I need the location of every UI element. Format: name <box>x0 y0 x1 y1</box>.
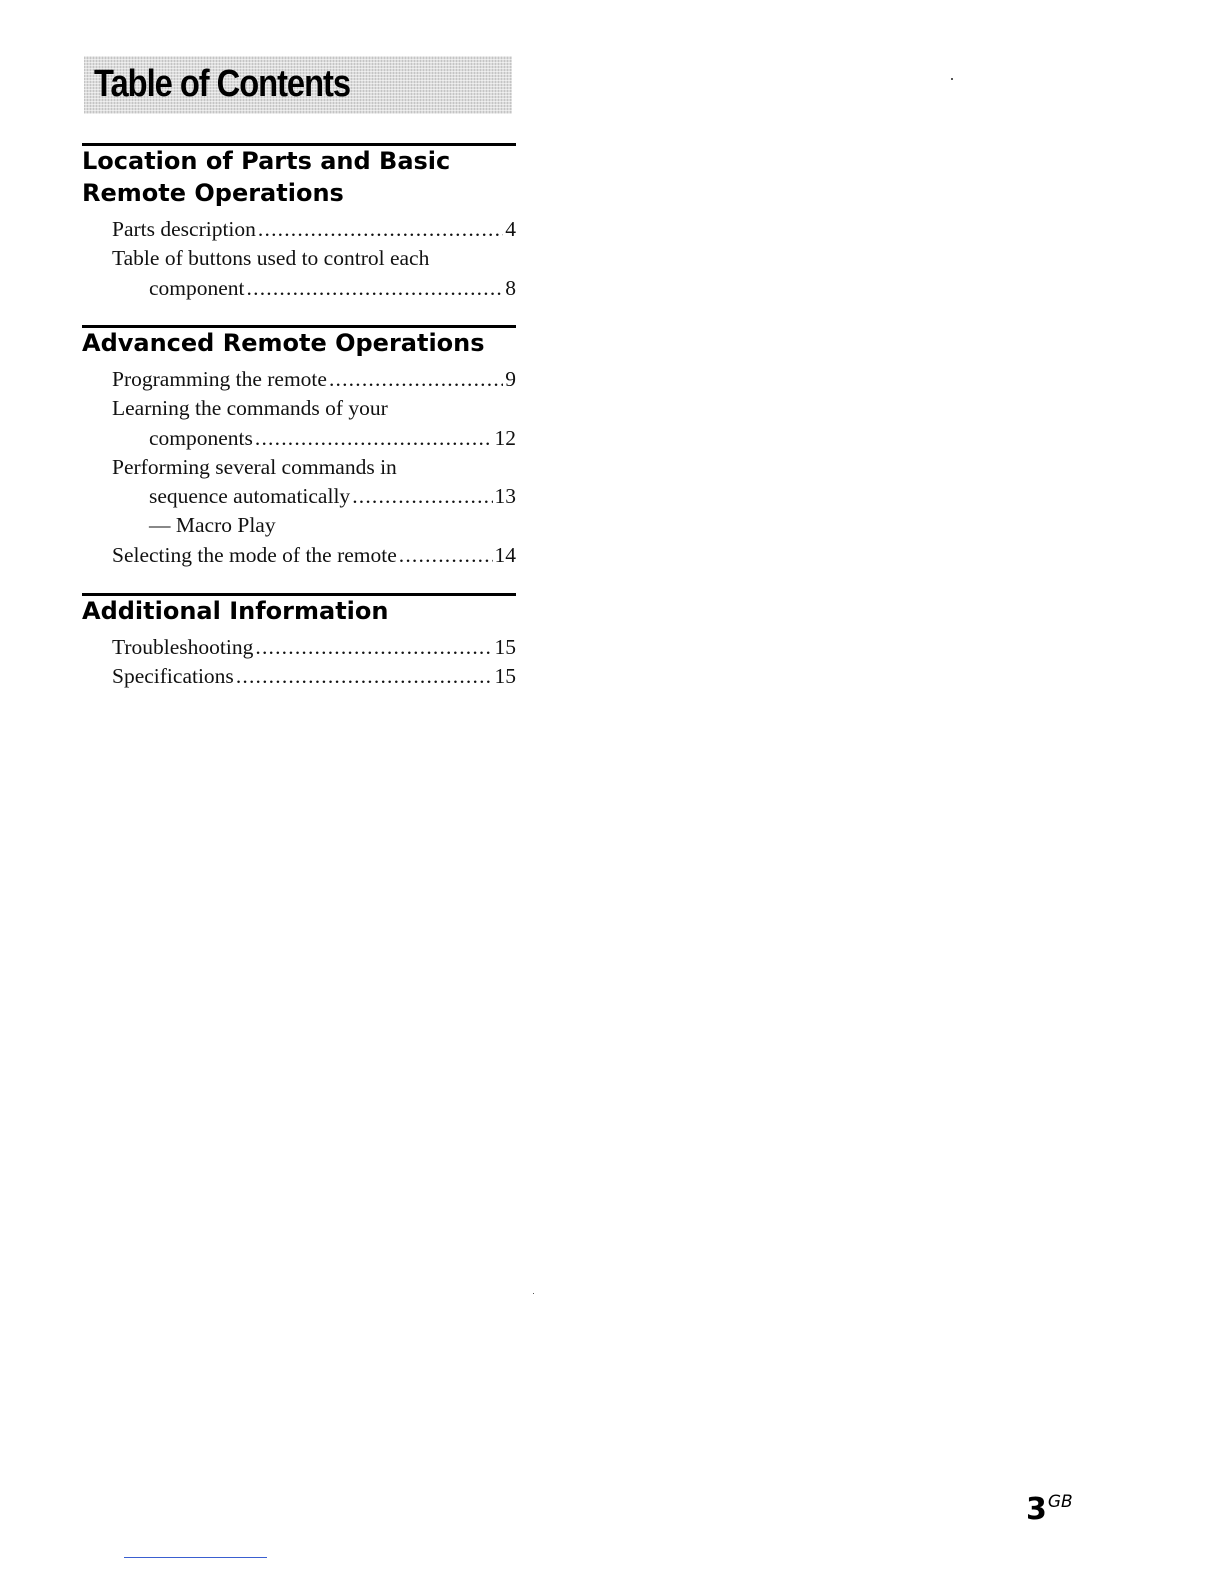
toc-page-number: 15 <box>494 664 516 689</box>
section-heading-line: Additional Information <box>82 597 389 625</box>
toc-entry-text: Table of buttons used to control each <box>112 246 430 271</box>
scan-speck <box>951 78 953 80</box>
section-heading <box>82 145 516 209</box>
scan-speck <box>533 1293 534 1294</box>
section-advanced-remote-operations <box>82 327 516 570</box>
toc-page-number: 13 <box>494 484 516 509</box>
toc-entry-buttons-table[interactable] <box>82 244 516 273</box>
toc-entry-selecting-mode[interactable] <box>82 541 516 570</box>
leader-dots <box>258 215 503 244</box>
toc-page-number: 15 <box>494 635 516 659</box>
toc-entry-text: Performing several commands in <box>112 454 397 479</box>
toc-page-number: 8 <box>505 275 516 300</box>
leader-dots <box>255 424 493 453</box>
toc-entry-text: — Macro Play <box>149 513 276 538</box>
leader-dots <box>329 365 503 394</box>
toc-entry-text: Specifications <box>112 664 234 689</box>
toc-page-number: 12 <box>494 425 516 450</box>
toc-entry-learning[interactable] <box>82 394 516 423</box>
toc-entry-programming[interactable] <box>82 365 516 394</box>
section-location-of-parts <box>82 145 516 303</box>
page-title: Table of Contents <box>94 63 350 105</box>
leader-dots <box>399 541 493 570</box>
toc-page-number: 4 <box>505 217 516 241</box>
page-number-suffix: GB <box>1047 1492 1073 1512</box>
toc-entry-text: Troubleshooting <box>112 635 254 659</box>
leader-dots <box>247 274 504 303</box>
section-heading-line: Remote Operations <box>82 179 344 207</box>
toc-entries <box>82 215 516 303</box>
toc-entry-parts-description[interactable] <box>82 215 516 244</box>
section-heading <box>82 327 516 359</box>
toc-entry-macro-play[interactable] <box>82 511 516 540</box>
section-heading-line: Location of Parts and Basic <box>82 147 451 175</box>
toc-entry-text: Programming the remote <box>112 367 327 391</box>
toc-entry-performing-cont[interactable] <box>82 482 516 511</box>
section-additional-information <box>82 595 516 692</box>
toc-page-number: 14 <box>494 542 516 567</box>
toc-entry-learning-cont[interactable] <box>82 424 516 453</box>
section-heading <box>82 595 516 627</box>
toc-entry-text: component <box>149 275 245 300</box>
toc-entry-text: components <box>149 425 253 450</box>
toc-entry-text: Selecting the mode of the remote <box>112 542 397 567</box>
section-heading-line: Advanced Remote Operations <box>82 329 485 357</box>
leader-dots <box>352 482 492 511</box>
leader-dots <box>255 633 492 662</box>
page-number <box>1026 1484 1073 1528</box>
toc-entry-buttons-table-cont[interactable] <box>82 274 516 303</box>
bottom-rule <box>124 1557 267 1558</box>
toc-entry-troubleshooting[interactable] <box>82 633 516 662</box>
toc-entries <box>82 365 516 570</box>
toc-page-number: 9 <box>505 367 516 391</box>
toc-entries <box>82 633 516 692</box>
toc-entry-specifications[interactable] <box>82 662 516 691</box>
toc-entry-text: Learning the commands of your <box>112 396 388 421</box>
toc-entry-performing[interactable] <box>82 453 516 482</box>
toc-entry-text: sequence automatically <box>149 484 351 509</box>
toc-entry-text: Parts description <box>112 217 256 241</box>
leader-dots <box>236 662 493 691</box>
page-number-value: 3 <box>1026 1492 1047 1527</box>
